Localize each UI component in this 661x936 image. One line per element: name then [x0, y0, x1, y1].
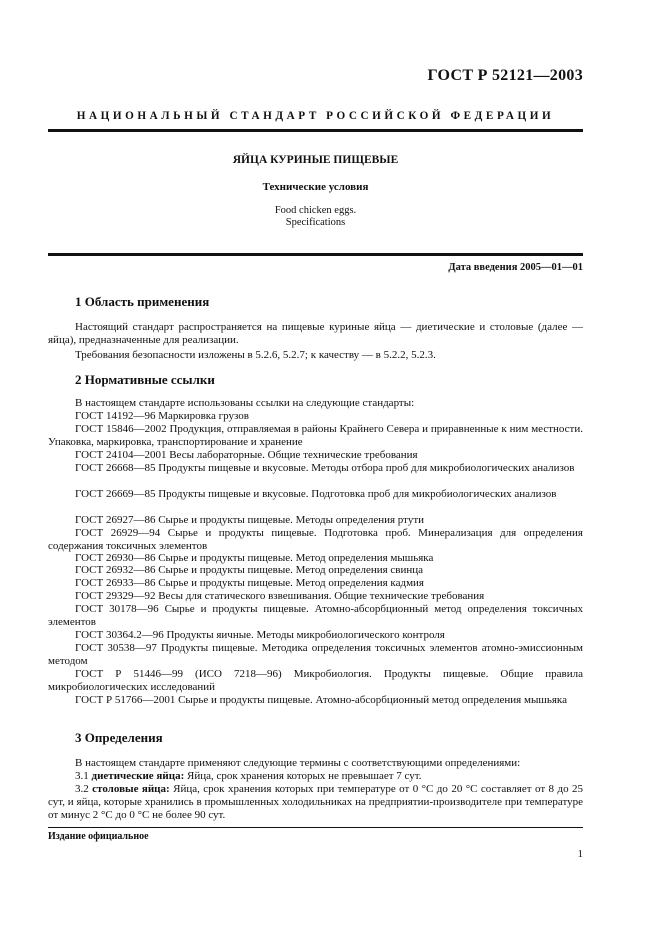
definition-term: диетические яйца: — [91, 770, 185, 782]
section-2-intro: В настоящем стандарте использованы ссылки на следующие стандарты: — [75, 397, 415, 409]
reference-item: ГОСТ 26929—94 Сырье и продукты пищевые. Подготовка проб. Минерализация для определения содержания токсичных элементов — [48, 527, 583, 553]
definition-text: Яйца, срок хранения которых не превышает 7 сут. — [186, 770, 422, 782]
reference-item: ГОСТ 26669—85 Продукты пищевые и вкусовые. Подготовка проб для микробиологических анализов — [75, 488, 557, 500]
reference-item: ГОСТ 26933—86 Сырье и продукты пищевые. Метод определения кадмия — [75, 577, 424, 589]
definition-text: Яйца, срок хранения которых при температуре от 0 °C до 20 °C составляет от 8 до 25 сут, и яйца, которые хранились в промышленных холодильниках на предприятии-производителе при температуре от минус 2 °C до 0 °C не более 90 сут. — [48, 783, 583, 822]
english-title-line: Food chicken eggs. — [274, 205, 357, 216]
official-edition-label: Издание официальное — [48, 831, 149, 842]
reference-item: ГОСТ 26927—86 Сырье и продукты пищевые. Методы определения ртути — [75, 514, 425, 526]
page-number: 1 — [577, 848, 583, 860]
english-title — [48, 205, 583, 229]
reference-item: ГОСТ 14192—96 Маркировка грузов — [75, 410, 249, 422]
reference-item: ГОСТ 26932—86 Сырье и продукты пищевые. Метод определения свинца — [75, 564, 424, 576]
section-1-heading: 1 Область применения — [75, 294, 210, 309]
section-1-paragraph: Настоящий стандарт распространяется на пищевые куриные яйца — диетические и столовые (далее — яйца), предназначенные для реализации. — [48, 321, 583, 347]
header-divider — [48, 129, 583, 132]
definition-number: 3.1 — [75, 770, 89, 782]
definition-number: 3.2 — [75, 783, 89, 795]
reference-item: ГОСТ 30538—97 Продукты пищевые. Методика определения токсичных элементов атомно-эмиссионным методом — [48, 642, 583, 668]
section-2-heading: 2 Нормативные ссылки — [75, 372, 215, 387]
section-3-intro: В настоящем стандарте применяют следующие термины с соответствующими определениями: — [75, 757, 521, 769]
footer-divider — [48, 827, 583, 828]
reference-item: ГОСТ 24104—2001 Весы лабораторные. Общие технические требования — [75, 449, 418, 461]
definition-3-2 — [48, 783, 583, 823]
reference-item: ГОСТ Р 51766—2001 Сырье и продукты пищевые. Атомно-абсорбционный метод определения мышьяка — [75, 694, 567, 706]
title-divider — [48, 253, 583, 256]
reference-item: ГОСТ 15846—2002 Продукция, отправляемая в районы Крайнего Севера и приравненные к ним местности. Упаковка, маркировка, транспортирование и хранение — [48, 423, 583, 449]
document-number: ГОСТ Р 52121—2003 — [427, 67, 583, 84]
national-standard-banner: НАЦИОНАЛЬНЫЙ СТАНДАРТ РОССИЙСКОЙ ФЕДЕРАЦИИ — [76, 110, 555, 122]
definition-3-1 — [48, 770, 583, 783]
reference-item: ГОСТ 26930—86 Сырье и продукты пищевые. Метод определения мышьяка — [75, 552, 434, 564]
section-3-heading: 3 Определения — [75, 730, 163, 745]
document-title: ЯЙЦА КУРИНЫЕ ПИЩЕВЫЕ — [232, 154, 399, 166]
reference-item: ГОСТ 29329—92 Весы для статического взвешивания. Общие технические требования — [75, 590, 485, 602]
reference-item: ГОСТ Р 51446—99 (ИСО 7218—96) Микробиология. Продукты пищевые. Общие правила микробиологических исследований — [48, 668, 583, 694]
document-subtitle: Технические условия — [262, 181, 369, 193]
reference-item: ГОСТ 30364.2—96 Продукты яичные. Методы микробиологического контроля — [75, 629, 445, 641]
introduction-date: Дата введения 2005—01—01 — [448, 262, 583, 273]
reference-item: ГОСТ 30178—96 Сырье и продукты пищевые. Атомно-абсорбционный метод определения токсичных элементов — [48, 603, 583, 629]
definition-term: столовые яйца: — [92, 783, 170, 795]
reference-item: ГОСТ 26668—85 Продукты пищевые и вкусовые. Методы отбора проб для микробиологических анализов — [75, 462, 575, 474]
english-title-line: Specifications — [285, 217, 346, 228]
section-1-paragraph: Требования безопасности изложены в 5.2.6, 5.2.7; к качеству — в 5.2.2, 5.2.3. — [75, 349, 436, 361]
